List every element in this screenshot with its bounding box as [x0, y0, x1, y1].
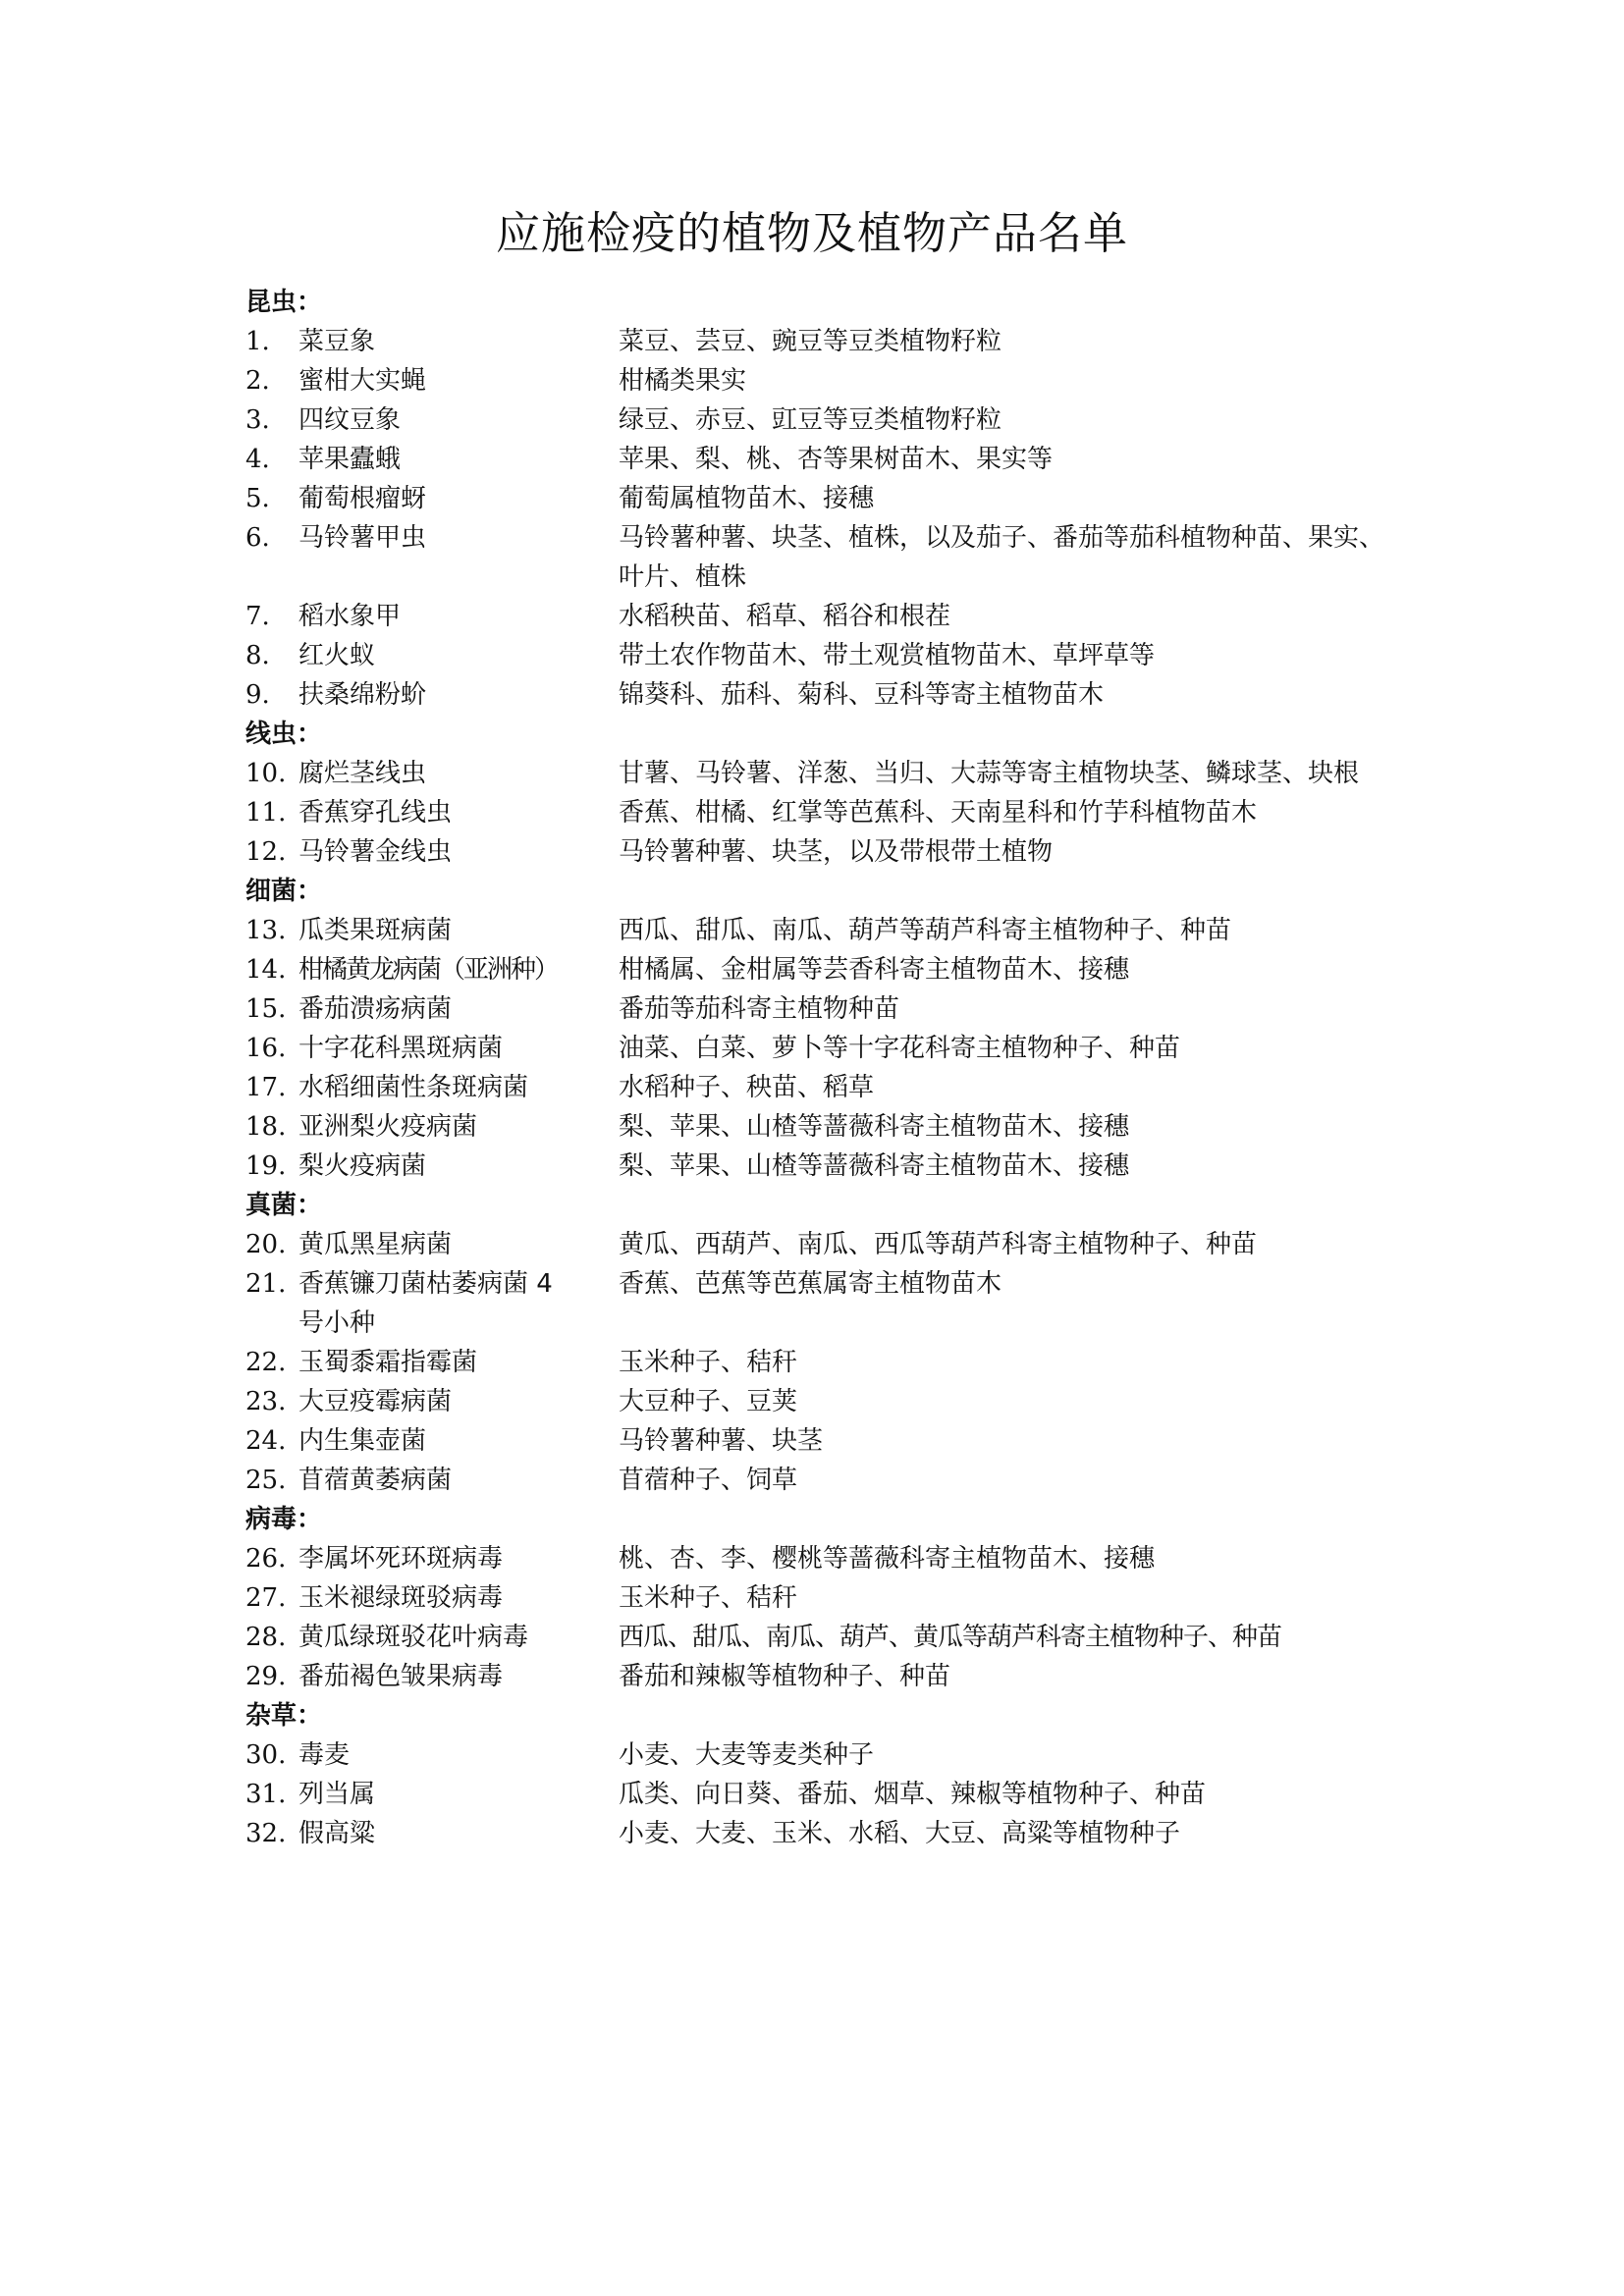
host-products: 绿豆、赤豆、豇豆等豆类植物籽粒	[619, 405, 1002, 435]
pest-name: 柑橘黄龙病菌（亚洲种）	[298, 955, 559, 985]
pest-name: 香蕉穿孔线虫	[298, 798, 453, 828]
section-heading: 真菌：	[245, 1191, 323, 1220]
item-number: 11.	[245, 798, 287, 828]
item-number: 23.	[245, 1387, 287, 1416]
item-number: 32.	[245, 1819, 287, 1848]
host-products: 水稻秧苗、稻草、稻谷和根茬	[619, 602, 951, 631]
host-products: 梨、苹果、山楂等蔷薇科寄主植物苗木、接穗	[619, 1112, 1130, 1142]
list-item	[245, 1735, 1404, 1775]
pest-name: 四纹豆象	[298, 405, 402, 435]
host-products: 柑橘属、金柑属等芸香科寄主植物苗木、接穗	[619, 955, 1130, 985]
host-products: 水稻种子、秧苗、稻草	[619, 1073, 875, 1102]
item-number: 24.	[245, 1426, 287, 1456]
host-products: 瓜类、向日葵、番茄、烟草、辣椒等植物种子、种苗	[619, 1780, 1207, 1809]
pest-name: 番茄溃疡病菌	[298, 994, 453, 1024]
list-item	[245, 1068, 1404, 1107]
pest-name: 马铃薯金线虫	[298, 837, 453, 867]
pest-name: 马铃薯甲虫	[298, 523, 427, 553]
list-item	[245, 675, 1404, 715]
pest-name: 瓜类果斑病菌	[298, 916, 453, 945]
list-item	[245, 518, 1404, 597]
host-products: 柑橘类果实	[619, 366, 747, 396]
pest-name: 梨火疫病菌	[298, 1151, 427, 1181]
section-heading: 细菌：	[245, 877, 323, 906]
list-item	[245, 832, 1404, 872]
host-products: 马铃薯种薯、块茎	[619, 1426, 824, 1456]
item-number: 26.	[245, 1544, 287, 1574]
host-products: 苜蓿种子、饲草	[619, 1466, 798, 1495]
list-item	[245, 1657, 1404, 1696]
item-number: 29.	[245, 1662, 287, 1691]
pest-name: 葡萄根瘤蚜	[298, 484, 427, 513]
list-item	[245, 1814, 1404, 1853]
host-products: 油菜、白菜、萝卜等十字花科寄主植物种子、种苗	[619, 1034, 1181, 1063]
pest-name: 腐烂茎线虫	[298, 759, 427, 788]
host-products: 玉米种子、秸秆	[619, 1348, 798, 1377]
item-number: 14.	[245, 955, 287, 985]
host-products: 甘薯、马铃薯、洋葱、当归、大蒜等寄主植物块茎、鳞球茎、块根	[619, 759, 1360, 788]
section-heading: 线虫：	[245, 720, 323, 749]
item-number: 19.	[245, 1151, 287, 1181]
item-number: 16.	[245, 1034, 287, 1063]
pest-name: 红火蚁	[298, 641, 376, 670]
page-title: 应施检疫的植物及植物产品名单	[495, 207, 1128, 259]
section-nematodes	[245, 715, 1404, 872]
host-products: 黄瓜、西葫芦、南瓜、西瓜等葫芦科寄主植物种子、种苗	[619, 1230, 1258, 1259]
list-item	[245, 322, 1404, 361]
host-products: 桃、杏、李、樱桃等蔷薇科寄主植物苗木、接穗	[619, 1544, 1156, 1574]
host-products: 小麦、大麦等麦类种子	[619, 1740, 875, 1770]
list-item	[245, 1264, 1404, 1343]
list-item	[245, 1539, 1404, 1578]
item-number: 22.	[245, 1348, 287, 1377]
host-products: 西瓜、甜瓜、南瓜、葫芦、黄瓜等葫芦科寄主植物种子、种苗	[619, 1623, 1282, 1652]
list-item	[245, 1578, 1404, 1618]
item-number: 7.	[245, 602, 270, 631]
list-item	[245, 1618, 1404, 1657]
list-item	[245, 1107, 1404, 1147]
host-products: 大豆种子、豆荚	[619, 1387, 798, 1416]
list-item	[245, 1382, 1404, 1421]
pest-name: 亚洲梨火疫病菌	[298, 1112, 478, 1142]
pest-name: 内生集壶菌	[298, 1426, 427, 1456]
list-item	[245, 636, 1404, 675]
pest-name: 李属坏死环斑病毒	[298, 1544, 504, 1574]
host-products: 锦葵科、茄科、菊科、豆科等寄主植物苗木	[619, 680, 1105, 710]
section-heading: 杂草：	[245, 1701, 323, 1731]
list-item	[245, 793, 1404, 832]
list-item	[245, 440, 1404, 479]
host-products: 香蕉、柑橘、红掌等芭蕉科、天南星科和竹芋科植物苗木	[619, 798, 1258, 828]
host-products: 马铃薯种薯、块茎、植株，以及茄子、番茄等茄科植物种苗、果实、叶片、植株	[619, 523, 1385, 592]
pest-name: 稻水象甲	[298, 602, 402, 631]
pest-name: 香蕉镰刀菌枯萎病菌 4号小种	[298, 1269, 553, 1338]
list-item	[245, 1421, 1404, 1461]
host-products: 西瓜、甜瓜、南瓜、葫芦等葫芦科寄主植物种子、种苗	[619, 916, 1232, 945]
pest-name: 黄瓜黑星病菌	[298, 1230, 453, 1259]
item-number: 9.	[245, 680, 270, 710]
section-heading: 病毒：	[245, 1505, 323, 1534]
section-insects	[245, 283, 1404, 715]
pest-name: 假高粱	[298, 1819, 376, 1848]
host-products: 菜豆、芸豆、豌豆等豆类植物籽粒	[619, 327, 1002, 356]
list-item	[245, 950, 1404, 989]
section-fungi	[245, 1186, 1404, 1500]
item-number: 20.	[245, 1230, 287, 1259]
list-item	[245, 597, 1404, 636]
list-item	[245, 1461, 1404, 1500]
pest-name: 列当属	[298, 1780, 376, 1809]
list-item	[245, 479, 1404, 518]
section-weeds	[245, 1696, 1404, 1853]
item-number: 4.	[245, 445, 270, 474]
list-item	[245, 754, 1404, 793]
item-number: 25.	[245, 1466, 287, 1495]
pest-name: 番茄褐色皱果病毒	[298, 1662, 504, 1691]
list-item	[245, 911, 1404, 950]
list-item	[245, 1225, 1404, 1264]
host-products: 苹果、梨、桃、杏等果树苗木、果实等	[619, 445, 1054, 474]
host-products: 香蕉、芭蕉等芭蕉属寄主植物苗木	[619, 1269, 1002, 1299]
item-number: 30.	[245, 1740, 287, 1770]
host-products: 番茄和辣椒等植物种子、种苗	[619, 1662, 951, 1691]
item-number: 21.	[245, 1269, 287, 1299]
item-number: 17.	[245, 1073, 287, 1102]
item-number: 13.	[245, 916, 287, 945]
list-item	[245, 1029, 1404, 1068]
item-number: 12.	[245, 837, 287, 867]
item-number: 1.	[245, 327, 270, 356]
item-number: 27.	[245, 1583, 287, 1613]
list-item	[245, 1343, 1404, 1382]
list-item	[245, 361, 1404, 400]
pest-name: 苹果蠹蛾	[298, 445, 402, 474]
section-heading: 昆虫：	[245, 288, 323, 317]
host-products: 番茄等茄科寄主植物种苗	[619, 994, 900, 1024]
list-item	[245, 1147, 1404, 1186]
item-number: 2.	[245, 366, 270, 396]
list-item	[245, 400, 1404, 440]
item-number: 5.	[245, 484, 270, 513]
list-item	[245, 1775, 1404, 1814]
section-viruses	[245, 1500, 1404, 1696]
item-number: 31.	[245, 1780, 287, 1809]
pest-name: 蜜柑大实蝇	[298, 366, 427, 396]
item-number: 3.	[245, 405, 270, 435]
host-products: 葡萄属植物苗木、接穗	[619, 484, 875, 513]
pest-name: 黄瓜绿斑驳花叶病毒	[298, 1623, 529, 1652]
pest-name: 十字花科黑斑病菌	[298, 1034, 504, 1063]
pest-name: 玉米褪绿斑驳病毒	[298, 1583, 504, 1613]
quarantine-list	[245, 283, 1404, 1853]
pest-name: 扶桑绵粉蚧	[298, 680, 427, 710]
item-number: 28.	[245, 1623, 287, 1652]
pest-name: 水稻细菌性条斑病菌	[298, 1073, 529, 1102]
item-number: 8.	[245, 641, 270, 670]
host-products: 梨、苹果、山楂等蔷薇科寄主植物苗木、接穗	[619, 1151, 1130, 1181]
item-number: 10.	[245, 759, 287, 788]
item-number: 18.	[245, 1112, 287, 1142]
pest-name: 毒麦	[298, 1740, 351, 1770]
section-bacteria	[245, 872, 1404, 1186]
host-products: 玉米种子、秸秆	[619, 1583, 798, 1613]
item-number: 15.	[245, 994, 287, 1024]
host-products: 带土农作物苗木、带土观赏植物苗木、草坪草等	[619, 641, 1156, 670]
pest-name: 菜豆象	[298, 327, 376, 356]
host-products: 马铃薯种薯、块茎，以及带根带土植物	[619, 837, 1054, 867]
pest-name: 大豆疫霉病菌	[298, 1387, 453, 1416]
host-products: 小麦、大麦、玉米、水稻、大豆、高粱等植物种子	[619, 1819, 1181, 1848]
pest-name: 苜蓿黄萎病菌	[298, 1466, 453, 1495]
list-item	[245, 989, 1404, 1029]
item-number: 6.	[245, 523, 270, 553]
pest-name: 玉蜀黍霜指霉菌	[298, 1348, 478, 1377]
